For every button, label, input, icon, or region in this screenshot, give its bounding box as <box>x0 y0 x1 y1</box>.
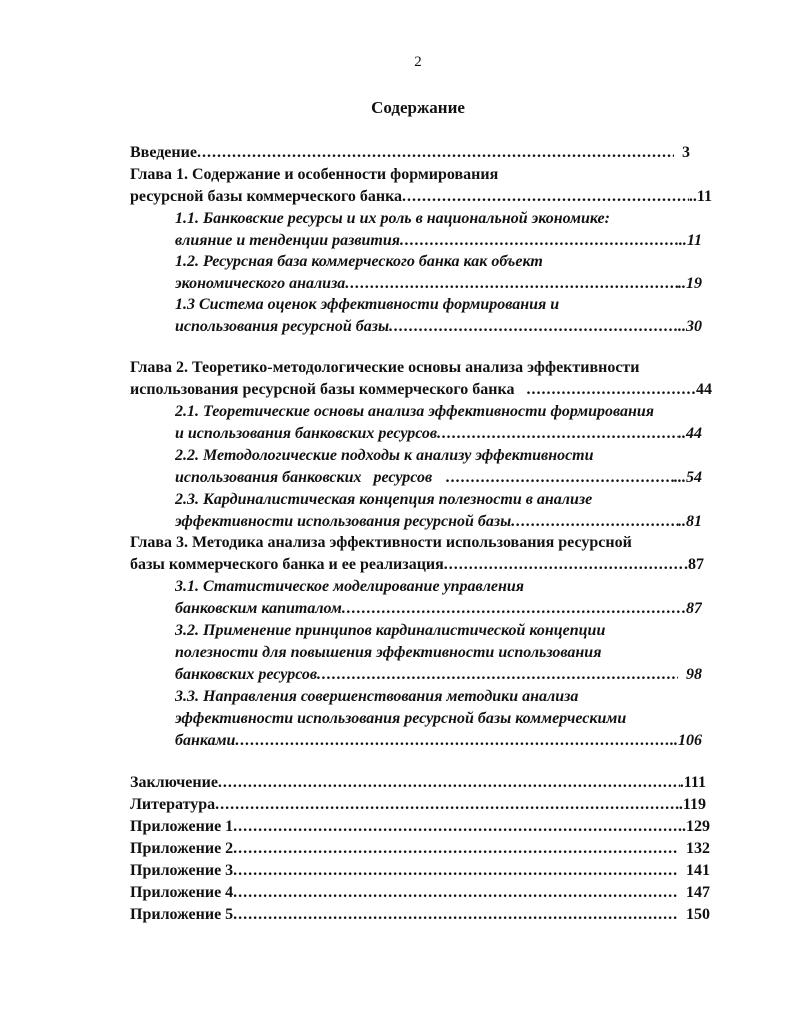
toc-entry-appendix-5[interactable] <box>130 904 710 926</box>
toc-leader-dots <box>197 142 674 164</box>
toc-entry-page: ..129 <box>678 818 710 835</box>
toc-entry-label: влияние и тенденции развития <box>175 232 400 249</box>
toc-entry-label: ресурсной базы коммерческого банка <box>130 188 403 205</box>
toc-chapter-2[interactable] <box>130 379 712 401</box>
toc-section-3-2[interactable] <box>175 664 702 686</box>
toc-leader-dots <box>233 904 678 926</box>
toc-leader-dots <box>511 511 678 533</box>
toc-leader-dots <box>446 467 674 489</box>
toc-entry-label: Приложение 3 <box>130 862 234 879</box>
toc-entry-page: ...54 <box>674 469 702 486</box>
toc-entry-label: Литература <box>130 796 216 813</box>
toc-section-1-2[interactable] <box>175 273 702 295</box>
toc-entry-page: 98 <box>686 666 702 683</box>
toc-leader-dots <box>526 379 696 401</box>
toc-section-2-3-title[interactable]: 2.3. Кардиналистическая концепция полезности в анализе <box>175 491 593 508</box>
toc-entry-label: Приложение 5 <box>130 906 234 923</box>
toc-leader-dots <box>235 730 670 752</box>
toc-entry-label: базы коммерческого банка и ее реализация <box>130 556 444 573</box>
toc-entry-label: использования банковских ресурсов <box>175 469 433 486</box>
toc-leader-dots <box>444 554 684 576</box>
toc-leader-dots <box>437 423 678 445</box>
toc-leader-dots <box>402 186 689 208</box>
toc-section-3-3[interactable] <box>175 730 702 752</box>
toc-entry-page: 44 <box>696 381 712 398</box>
toc-chapter-3-title[interactable]: Глава 3. Методика анализа эффективности использования ресурсной <box>130 534 632 551</box>
toc-section-2-3[interactable] <box>175 511 702 533</box>
toc-entry-introduction[interactable] <box>130 142 690 164</box>
toc-section-2-1[interactable] <box>175 423 702 445</box>
toc-entry-page: 3 <box>682 144 690 161</box>
toc-entry-label: банковских ресурсов <box>175 666 318 683</box>
toc-section-3-2-title-cont[interactable]: полезности для повышения эффективности использования <box>175 644 602 661</box>
toc-leader-dots <box>233 816 678 838</box>
toc-section-3-3-title-cont[interactable]: эффективности использования ресурсной базы коммерческими <box>175 710 627 727</box>
toc-entry-page: 150 <box>686 906 710 923</box>
page-number: 2 <box>414 54 422 70</box>
toc-entry-page: ..11 <box>678 232 702 249</box>
toc-entry-page: 147 <box>686 884 710 901</box>
toc-section-1-3-title[interactable]: 1.3 Система оценок эффективности формирования и <box>175 296 560 313</box>
toc-section-2-1-title[interactable]: 2.1. Теоретические основы анализа эффективности формирования <box>175 403 655 420</box>
toc-entry-label: Заключение <box>130 774 218 791</box>
toc-entry-page: .111 <box>679 774 706 791</box>
toc-entry-page: ..44 <box>678 425 702 442</box>
toc-entry-page: .87 <box>684 556 704 573</box>
toc-section-2-2-title[interactable]: 2.2. Методологические подходы к анализу эффективности <box>175 447 594 464</box>
toc-entry-label: банковским капиталом <box>175 600 342 617</box>
toc-entry-label: экономического анализа <box>175 275 346 292</box>
toc-entry-page: .119 <box>678 796 706 813</box>
toc-leader-dots <box>400 230 679 252</box>
toc-entry-appendix-1[interactable] <box>130 816 710 838</box>
toc-entry-label: использования ресурсной базы <box>175 318 390 335</box>
toc-entry-page: .87 <box>682 600 702 617</box>
toc-entry-label: эффективности использования ресурсной базы <box>175 513 512 530</box>
toc-chapter-3[interactable] <box>130 554 704 576</box>
toc-section-3-1-title[interactable]: 3.1. Статистическое моделирование управления <box>175 578 525 595</box>
toc-title: Содержание <box>371 98 465 117</box>
toc-section-3-2-title[interactable]: 3.2. Применение принципов кардиналистической концепции <box>175 622 606 639</box>
toc-entry-conclusion[interactable] <box>130 772 706 794</box>
toc-entry-literature[interactable] <box>130 794 706 816</box>
toc-section-1-1[interactable] <box>175 230 702 252</box>
toc-entry-page: ..30 <box>678 318 702 335</box>
toc-leader-dots <box>317 664 678 686</box>
toc-entry-appendix-4[interactable] <box>130 882 710 904</box>
toc-entry-page: ..106 <box>670 732 702 749</box>
toc-section-1-3[interactable] <box>175 316 702 338</box>
toc-leader-dots <box>233 882 678 904</box>
toc-entry-page: 132 <box>686 840 710 857</box>
toc-chapter-1[interactable] <box>130 186 712 208</box>
toc-entry-label: использования ресурсной базы коммерческого банка <box>130 381 515 398</box>
toc-chapter-1-title[interactable]: Глава 1. Содержание и особенности формирования <box>130 166 499 183</box>
toc-leader-dots <box>342 598 682 620</box>
toc-leader-dots <box>218 772 680 794</box>
toc-entry-label: банками <box>175 732 236 749</box>
toc-section-3-1[interactable] <box>175 598 702 620</box>
toc-entry-label: Приложение 4 <box>130 884 234 901</box>
toc-chapter-2-title[interactable]: Глава 2. Теоретико-методологические основы анализа эффективности <box>130 359 640 376</box>
toc-entry-label: Приложение 2 <box>130 840 234 857</box>
toc-entry-page: ..81 <box>678 513 702 530</box>
toc-leader-dots <box>389 316 678 338</box>
toc-section-1-1-title[interactable]: 1.1. Банковские ресурсы и их роль в национальной экономике: <box>175 210 610 227</box>
toc-leader-dots <box>233 838 678 860</box>
toc-section-3-3-title[interactable]: 3.3. Направления совершенствования методики анализа <box>175 688 579 705</box>
toc-entry-page: ..19 <box>678 275 702 292</box>
toc-leader-dots <box>233 860 678 882</box>
toc-entry-appendix-3[interactable] <box>130 860 710 882</box>
toc-entry-label: Приложение 1 <box>130 818 234 835</box>
toc-leader-dots <box>215 794 679 816</box>
toc-leader-dots <box>345 273 678 295</box>
toc-entry-label: и использования банковских ресурсов <box>175 425 438 442</box>
toc-section-2-2[interactable] <box>175 467 702 489</box>
toc-section-1-2-title[interactable]: 1.2. Ресурсная база коммерческого банка как объект <box>175 253 543 270</box>
toc-entry-page: 141 <box>686 862 710 879</box>
toc-entry-appendix-2[interactable] <box>130 838 710 860</box>
toc-entry-label: Введение <box>130 144 197 161</box>
toc-entry-page: ..11 <box>688 188 712 205</box>
